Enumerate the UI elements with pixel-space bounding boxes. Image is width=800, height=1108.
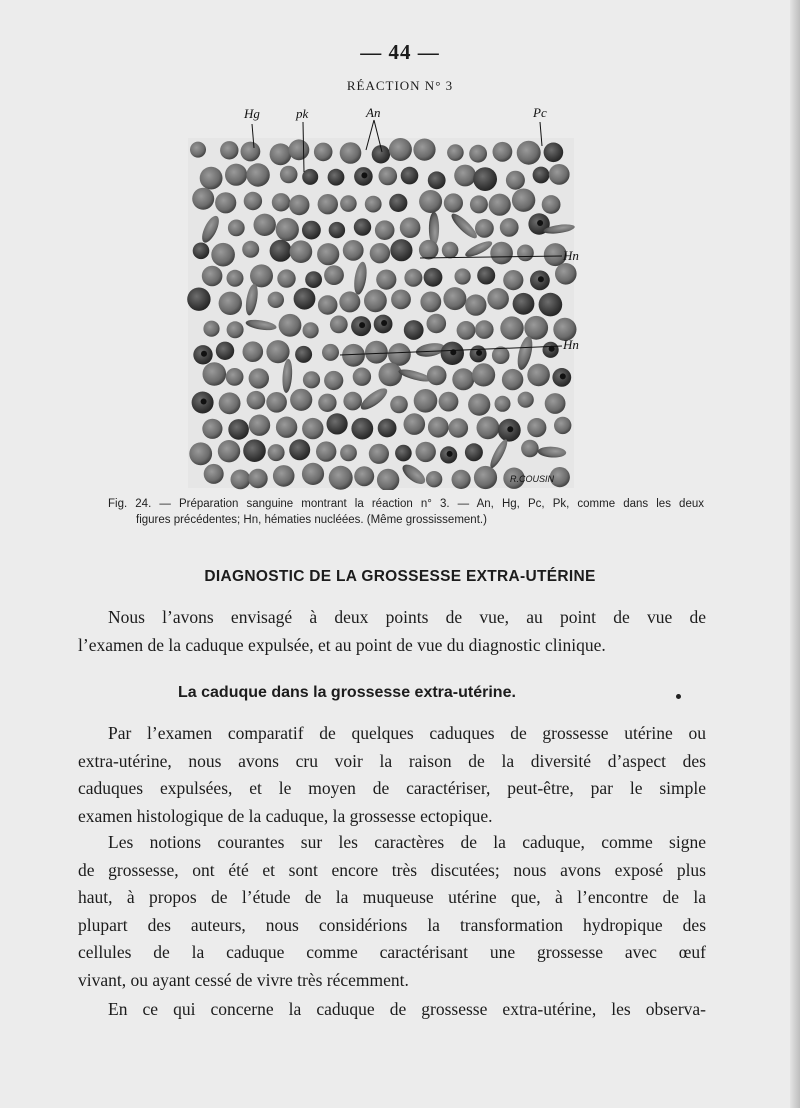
red-blood-cell xyxy=(549,164,570,185)
red-blood-cell xyxy=(477,416,500,439)
red-blood-cell xyxy=(379,167,398,186)
red-blood-cell xyxy=(472,363,495,386)
red-blood-cell xyxy=(215,192,236,213)
red-blood-cell xyxy=(517,141,541,165)
red-blood-cell xyxy=(211,243,235,267)
red-blood-cell xyxy=(340,142,362,164)
ink-speck xyxy=(676,694,681,699)
text-line: cellules de la caduque comme caractérisant une grossesse avec œuf xyxy=(78,942,706,962)
red-blood-cell xyxy=(190,142,206,158)
red-blood-cell xyxy=(490,242,513,265)
red-blood-cell xyxy=(203,362,227,386)
red-blood-cell xyxy=(324,371,343,390)
text-line: examen histologique de la caduque, la grossesse ectopique. xyxy=(78,805,493,826)
red-blood-cell xyxy=(500,218,519,237)
label-pc: Pc xyxy=(533,105,547,120)
cell-nucleus xyxy=(507,426,513,432)
red-blood-cell xyxy=(447,144,464,161)
red-blood-cell xyxy=(231,470,251,490)
red-blood-cell xyxy=(376,270,396,290)
red-blood-cell xyxy=(294,288,316,310)
red-blood-cell xyxy=(324,265,344,285)
text-line: l’examen de la caduque expulsée, et au point de vue du diagnostic clinique. xyxy=(78,634,606,655)
red-blood-cell xyxy=(512,189,535,212)
red-blood-cell xyxy=(266,340,289,363)
text-line: En ce qui concerne la caduque de grossesse extra-utérine, les observa- xyxy=(108,999,706,1019)
red-blood-cell xyxy=(268,292,284,308)
red-blood-cell xyxy=(219,392,241,414)
text-line: Nous l’avons envisagé à deux points de vue, au point de vue de xyxy=(108,607,706,627)
red-blood-cell xyxy=(318,394,336,412)
red-blood-cell xyxy=(226,368,244,386)
red-blood-cell xyxy=(473,167,497,191)
red-blood-cell xyxy=(216,342,234,360)
red-blood-cell xyxy=(390,239,412,261)
red-blood-cell xyxy=(487,288,509,310)
red-blood-cell xyxy=(243,341,264,362)
red-blood-cell xyxy=(270,240,292,262)
red-blood-cell xyxy=(427,314,447,334)
red-blood-cell xyxy=(318,194,338,214)
red-blood-cell xyxy=(200,167,223,190)
red-blood-cell xyxy=(254,214,276,236)
red-blood-cell xyxy=(443,287,466,310)
red-blood-cell xyxy=(419,190,442,213)
red-blood-cell xyxy=(289,195,309,215)
red-blood-cell xyxy=(513,293,535,315)
reaction-label: RÉACTION N° 3 xyxy=(346,78,454,93)
red-blood-cell xyxy=(524,316,548,340)
red-blood-cell xyxy=(444,193,463,212)
red-blood-cell xyxy=(427,366,447,386)
red-blood-cell xyxy=(330,316,348,334)
red-blood-cell xyxy=(250,264,273,287)
red-blood-cell xyxy=(203,321,219,337)
cell-nucleus xyxy=(201,399,207,405)
red-blood-cell xyxy=(454,165,476,187)
red-blood-cell xyxy=(468,394,490,416)
red-blood-cell xyxy=(465,294,486,315)
red-blood-cell xyxy=(317,243,339,265)
red-blood-cell xyxy=(219,292,242,315)
red-blood-cell xyxy=(455,268,471,284)
red-blood-cell xyxy=(353,368,371,386)
cell-nucleus xyxy=(201,351,207,357)
red-blood-cell xyxy=(416,442,436,462)
red-blood-cell xyxy=(318,295,338,315)
red-blood-cell xyxy=(302,418,323,439)
red-blood-cell xyxy=(365,341,388,364)
red-blood-cell xyxy=(187,288,210,311)
red-blood-cell xyxy=(477,267,495,285)
red-blood-cell xyxy=(390,396,408,414)
red-blood-cell xyxy=(243,439,266,462)
caption-line: Fig. 24. — Préparation sanguine montrant la réaction n° 3. — An, Hg, Pc, Pk, comme dans les deux xyxy=(108,498,704,510)
red-blood-cell xyxy=(469,145,487,163)
red-blood-cell xyxy=(220,141,238,159)
red-blood-cell xyxy=(354,218,371,235)
red-blood-cell xyxy=(202,266,223,287)
cell-nucleus xyxy=(560,373,566,379)
red-blood-cell xyxy=(328,169,345,186)
subsection-title: La caduque dans la grossesse extra-utérine. xyxy=(178,684,516,701)
red-blood-cell xyxy=(289,139,310,160)
red-blood-cell xyxy=(428,417,449,438)
red-blood-cell xyxy=(452,470,471,489)
red-blood-cell xyxy=(404,269,422,287)
red-blood-cell xyxy=(420,292,441,313)
red-blood-cell xyxy=(289,439,310,460)
red-blood-cell xyxy=(545,393,566,414)
red-blood-cell xyxy=(554,417,571,434)
red-blood-cell xyxy=(439,392,459,412)
cell-nucleus xyxy=(381,320,387,326)
red-blood-cell xyxy=(290,389,312,411)
red-blood-cell xyxy=(227,270,244,287)
label-hg: Hg xyxy=(244,106,260,121)
red-blood-cell xyxy=(339,291,360,312)
red-blood-cell xyxy=(351,418,373,440)
red-blood-cell xyxy=(342,344,365,367)
label-hn-bottom: Hn xyxy=(563,337,579,352)
red-blood-cell xyxy=(378,419,397,438)
red-blood-cell xyxy=(295,346,312,363)
red-blood-cell xyxy=(249,415,270,436)
red-blood-cell xyxy=(474,466,497,489)
red-blood-cell xyxy=(375,220,395,240)
red-blood-cell xyxy=(518,392,534,408)
red-blood-cell xyxy=(322,344,339,361)
red-blood-cell xyxy=(276,417,297,438)
red-blood-cell xyxy=(228,419,249,440)
red-blood-cell xyxy=(244,192,262,210)
red-blood-cell xyxy=(290,240,313,263)
red-blood-cell xyxy=(495,396,511,412)
red-blood-cell xyxy=(354,466,374,486)
red-blood-cell xyxy=(442,242,459,259)
red-blood-cell xyxy=(465,443,483,461)
red-blood-cell xyxy=(404,320,424,340)
red-blood-cell xyxy=(305,271,322,288)
red-blood-cell xyxy=(218,440,240,462)
red-blood-cell xyxy=(270,143,292,165)
section-title: DIAGNOSTIC DE LA GROSSESSE EXTRA-UTÉRINE xyxy=(204,568,596,585)
text-line: Les notions courantes sur les caractères de la caduque, comme signe xyxy=(108,832,706,852)
red-blood-cell xyxy=(204,464,224,484)
red-blood-cell xyxy=(273,465,295,487)
red-blood-cell xyxy=(277,269,295,287)
red-blood-cell xyxy=(192,188,214,210)
red-blood-cell xyxy=(470,195,488,213)
red-blood-cell xyxy=(533,167,550,184)
red-blood-cell xyxy=(316,441,336,461)
red-blood-cell xyxy=(193,243,210,260)
red-blood-cell xyxy=(527,364,550,387)
red-blood-cell xyxy=(302,463,324,485)
intro-paragraph xyxy=(78,604,706,659)
red-blood-cell xyxy=(502,369,523,390)
cell-nucleus xyxy=(359,322,365,328)
red-blood-cell xyxy=(340,195,357,212)
red-blood-cell xyxy=(517,245,534,262)
red-blood-cell xyxy=(414,389,438,413)
red-blood-cell xyxy=(343,392,362,411)
text-line: de grossesse, ont été et sont encore très discutées; nous avons exposé plus xyxy=(78,859,706,880)
red-blood-cell xyxy=(542,195,561,214)
red-blood-cell xyxy=(314,143,333,162)
red-blood-cell xyxy=(189,442,212,465)
blood-smear-figure xyxy=(180,100,600,490)
red-blood-cell xyxy=(365,196,382,213)
red-blood-cell xyxy=(242,241,259,258)
red-blood-cell xyxy=(457,321,476,340)
caption-line: figures précédentes; Hn, hématies nucléées. (Même grossissement.) xyxy=(136,514,487,526)
red-blood-cell xyxy=(503,270,523,290)
red-blood-cell xyxy=(302,169,318,185)
red-blood-cell xyxy=(389,194,407,212)
red-blood-cell xyxy=(329,466,353,490)
red-blood-cell xyxy=(303,322,319,338)
text-line: caduques expulsées, et le moyen de caractériser, peut-être, par le simple xyxy=(78,778,706,798)
label-hn-top: Hn xyxy=(563,248,579,263)
figure-caption xyxy=(108,496,704,528)
red-blood-cell xyxy=(327,413,348,434)
red-blood-cell xyxy=(369,444,389,464)
red-blood-cell xyxy=(246,163,269,186)
text-line: Par l’examen comparatif de quelques caduques de grossesse utérine ou xyxy=(108,723,706,743)
red-blood-cell xyxy=(539,293,563,317)
red-blood-cell xyxy=(202,419,222,439)
cell-nucleus xyxy=(538,276,544,282)
red-blood-cell xyxy=(500,316,523,339)
red-blood-cell xyxy=(428,171,446,189)
red-blood-cell xyxy=(276,218,299,241)
red-blood-cell xyxy=(248,469,267,488)
red-blood-cell xyxy=(343,240,364,261)
red-blood-cell xyxy=(527,418,546,437)
red-blood-cell xyxy=(424,268,443,287)
red-blood-cell xyxy=(340,445,357,462)
page-number: — 44 — xyxy=(360,40,440,64)
red-blood-cell xyxy=(544,143,564,163)
red-blood-cell xyxy=(404,413,426,435)
red-blood-cell xyxy=(268,444,285,461)
red-blood-cell xyxy=(225,164,247,186)
red-blood-cell xyxy=(400,217,421,238)
red-blood-cell xyxy=(279,314,302,337)
red-blood-cell xyxy=(241,142,261,162)
cell-nucleus xyxy=(476,350,482,356)
red-blood-cell xyxy=(228,220,245,237)
body-paragraph-2 xyxy=(78,829,706,994)
red-blood-cell xyxy=(493,142,513,162)
red-blood-cell xyxy=(364,289,387,312)
text-line: vivant, ou ayant cessé de vivre très récemment. xyxy=(78,969,409,990)
cell-nucleus xyxy=(361,172,367,178)
red-blood-cell xyxy=(247,391,266,410)
red-blood-cell xyxy=(266,392,287,413)
red-blood-cell xyxy=(227,321,244,338)
red-blood-cell xyxy=(249,368,269,388)
red-blood-cell xyxy=(280,166,298,184)
red-blood-cell xyxy=(413,139,435,161)
red-blood-cell xyxy=(401,167,419,185)
label-pk: pk xyxy=(296,106,309,121)
red-blood-cell xyxy=(506,171,525,190)
red-blood-cell xyxy=(449,418,469,438)
red-blood-cell xyxy=(419,240,439,260)
red-blood-cell xyxy=(426,471,442,487)
cell-nucleus xyxy=(537,220,543,226)
page-edge-shadow xyxy=(790,0,800,1108)
red-blood-cell xyxy=(475,320,494,339)
red-blood-cell xyxy=(370,243,390,263)
red-blood-cell xyxy=(379,363,403,387)
red-blood-cell xyxy=(303,371,320,388)
red-blood-cell xyxy=(555,263,577,285)
red-blood-cell xyxy=(329,222,345,238)
red-blood-cell xyxy=(521,440,539,458)
body-paragraph-3 xyxy=(78,996,706,1024)
illustrator-signature: R.COUSIN xyxy=(510,474,555,484)
text-line: plupart des auteurs, nous considérions la transformation hydropique des xyxy=(78,914,706,935)
red-blood-cell xyxy=(395,445,412,462)
text-line: haut, à propos de l’étude de la muqueuse utérine que, à l’encontre de la xyxy=(78,887,706,907)
red-blood-cell xyxy=(391,290,411,310)
red-blood-cell xyxy=(489,194,511,216)
cell-nucleus xyxy=(447,451,453,457)
red-blood-cell xyxy=(302,221,321,240)
red-blood-cell xyxy=(272,193,290,211)
text-line: extra-utérine, nous avons cru voir la raison de la diversité d’aspect des xyxy=(78,750,706,771)
red-blood-cell xyxy=(452,368,474,390)
red-blood-cell xyxy=(388,343,411,366)
red-blood-cell xyxy=(389,138,412,161)
body-paragraph-1 xyxy=(78,720,706,830)
red-blood-cell xyxy=(475,219,494,238)
label-an: An xyxy=(366,105,381,120)
